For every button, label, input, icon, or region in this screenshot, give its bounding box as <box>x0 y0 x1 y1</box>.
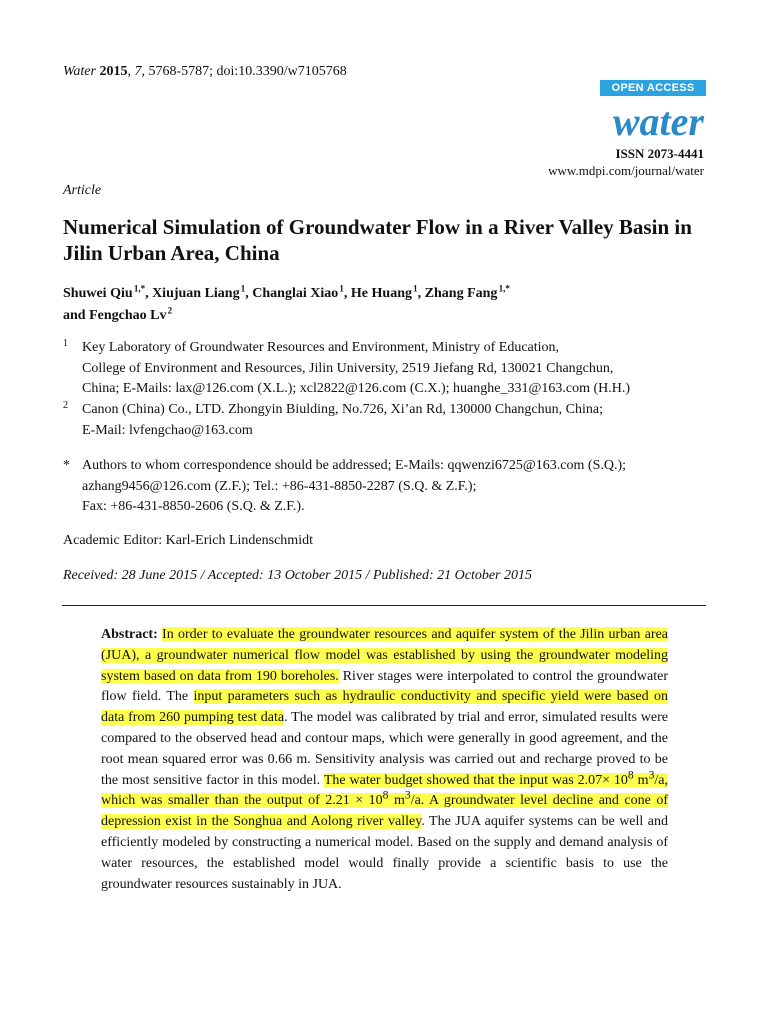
citation-year: 2015 <box>99 64 128 79</box>
exponent: 3 <box>648 767 655 781</box>
author-name: Changlai Xiao <box>252 286 339 301</box>
affiliation-number: 1 <box>63 338 68 349</box>
abstract-text: /a. A groundwater level decline and cone of depression exist in the Songhua and Aolong river valley <box>101 793 668 830</box>
author-name: Shuwei Qiu <box>63 286 133 301</box>
affiliation-line: College of Environment and Resources, Jilin University, 2519 Jiefang Rd, 130021 Changchun, <box>82 360 614 376</box>
paper-title: Numerical Simulation of Groundwater Flow in a River Valley Basin in Jilin Urban Area, China <box>63 215 692 265</box>
author-affil: 1 <box>240 283 246 294</box>
abstract-highlight: In order to evaluate the groundwater resources and aquifer system of the Jilin urban area (JUA), a groundwater numerical flow model was established by using the groundwater modeling system based on data from 190 boreholes. <box>101 627 668 684</box>
correspondence-marker: * <box>63 458 70 473</box>
exponent: 8 <box>627 767 634 781</box>
affiliation-2 <box>82 400 707 441</box>
author-affil: 2 <box>167 305 173 316</box>
abstract-text: . The model was calibrated by trial and error, simulated results were compared to the observed head and contour maps, which were generally in good agreement, and the root mean squared error was 0.66 m. Sensitivity analysis was carried out and recharge proved to be the most sensitive factor in this model. <box>101 710 668 788</box>
author-list: Shuwei Qiu $^{1,*}$, Xiujuan Liang $^1$, Changlai Xiao $^1$, He Huang $^1$, Zhang Fang $^{1,*}$ and Fengchao Lv $^2$ <box>63 283 510 323</box>
abstract-text: The water budget showed that the input was 2.07× 10 <box>323 772 628 788</box>
academic-editor: Academic Editor: Karl-Erich Lindenschmidt <box>63 533 313 548</box>
open-access-badge: OPEN ACCESS <box>600 80 706 96</box>
correspondence-line: Authors to whom correspondence should be addressed; E-Mails: qqwenzi6725@163.com (S.Q.); <box>82 458 627 473</box>
exponent: 3 <box>404 788 411 802</box>
affiliation-line: China; E-Mails: lax@126.com (X.L.); xcl2822@126.com (C.X.); huanghe_331@163.com (H.H.) <box>82 381 631 396</box>
abstract-text: m <box>633 772 649 788</box>
publication-dates: Received: 28 June 2015 / Accepted: 13 October 2015 / Published: 21 October 2015 <box>63 568 532 583</box>
abstract-text: River stages were interpolated to control the groundwater flow field. The <box>101 668 668 705</box>
author-name: Xiujuan Liang <box>152 286 240 301</box>
author-affil: 1,* <box>498 283 510 294</box>
divider <box>62 605 706 606</box>
affiliation-line: Canon (China) Co., LTD. Zhongyin Biulding, No.726, Xi’an Rd, 130000 Changchun, China; <box>82 402 603 417</box>
author-affil: 1 <box>413 283 418 294</box>
author-name: He Huang <box>350 286 412 301</box>
citation-line: Water 2015, 7, 5768-5787; doi:10.3390/w7105768 <box>63 64 347 79</box>
citation-volume: 7 <box>134 64 142 79</box>
abstract-text: . The JUA aquifer systems can be well and efficiently modeled by constructing a numerical model. Based on the supply and demand analysis of water resources, the established model would finally provide a scientific basis to use the groundwater resources sustainably in JUA. <box>101 814 668 892</box>
author-name: Zhang Fang <box>424 286 498 301</box>
abstract-label: Abstract: <box>101 627 158 642</box>
abstract-highlight: input parameters such as hydraulic conductivity and specific yield were based on data from 260 pumping test data <box>101 689 668 726</box>
abstract <box>101 625 668 895</box>
correspondence-line: Fax: +86-431-8850-2606 (S.Q. & Z.F.). <box>82 499 305 514</box>
exponent: 8 <box>382 788 389 802</box>
citation-doi: , 5768-5787; doi:10.3390/w7105768 <box>141 64 347 79</box>
affiliation-1 <box>82 338 707 400</box>
journal-logo: water <box>612 99 704 144</box>
citation-journal: Water <box>63 64 96 79</box>
correspondence-line: azhang9456@126.com (Z.F.); Tel.: +86-431-8850-2287 (S.Q. & Z.F.); <box>82 478 477 494</box>
correspondence <box>82 456 707 518</box>
author-name: Fengchao Lv <box>89 308 167 323</box>
affiliation-line: E-Mail: lvfengchao@163.com <box>82 422 253 438</box>
article-type: Article <box>63 183 102 198</box>
issn: ISSN 2073-4441 <box>615 146 704 161</box>
abstract-text: m <box>388 793 405 809</box>
affiliation-number: 2 <box>63 400 68 411</box>
abstract-text: /a, which was smaller than the output of 2.21 × 10 <box>101 772 669 809</box>
affiliation-line: Key Laboratory of Groundwater Resources and Environment, Ministry of Education, <box>82 340 560 355</box>
author-affil: 1,* <box>133 283 146 294</box>
author-affil: 1 <box>339 283 344 294</box>
journal-url[interactable]: www.mdpi.com/journal/water <box>548 163 704 178</box>
